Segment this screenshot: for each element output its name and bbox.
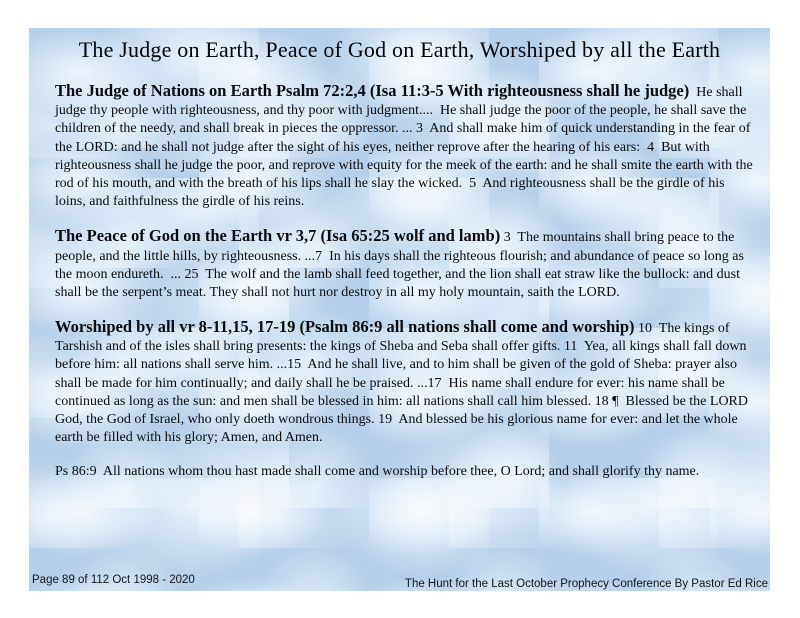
paragraph-text-worshiped-by-all: 10 The kings of Tarshish and of the isles shall bring presents: the kings of Sheba and Seba shall offer gifts. 11 Yea, all kings shall fall down before him: all nations shall serve him. ...15 And he shall live, and to him shall be given of the gold of Sheba: prayer also shall be made for him continually; and daily shall he be praised. ...17 His name shall endure for ever: his name shall be continued as long as the sun: and men shall be blessed in him: all nations shall call him blessed. 18 ¶ Blessed be the LORD God, the God of Israel, who only doeth wondrous things. 19 And blessed be his glorious name for ever: and let the whole earth be filled with his glory; Amen, and Amen. xyxy=(55,321,752,446)
paragraph-heading-peace-of-god: The Peace of God on the Earth vr 3,7 (Isa 65:25 wolf and lamb) xyxy=(55,226,501,246)
paragraph-peace-of-god xyxy=(55,225,758,302)
paragraph-text-peace-of-god: 3 The mountains shall bring peace to the people, and the little hills, by righteousness. ...7 In his days shall the righteous flourish; and abundance of peace so long as the moon endureth. ... 25 The wolf and the lamb shall feed together, and the lion shall eat straw like the bullock: and dust shall be the serpent’s meat. They shall not hurt nor destroy in all my holy mountain, saith the LORD. xyxy=(55,230,748,300)
paragraph-worshiped-by-all xyxy=(55,316,758,447)
paragraph-closing-ps-86-9: Ps 86:9 All nations whom thou hast made shall come and worship before thee, O Lord; and shall glorify thy name. xyxy=(55,464,700,480)
slide xyxy=(29,28,770,591)
paragraph-heading-worshiped-by-all: Worshiped by all vr 8-11,15, 17-19 (Psalm 86:9 all nations shall come and worship) xyxy=(55,317,635,337)
footer-page-number: Page 89 of 112 Oct 1998 - 2020 xyxy=(32,574,195,586)
paragraph-judge-of-nations xyxy=(55,80,758,211)
paragraph-heading-judge-of-nations: The Judge of Nations on Earth Psalm 72:2,4 (Isa 11:3-5 With righteousness shall he judge) xyxy=(55,81,690,100)
slide-title: The Judge on Earth, Peace of God on Earth, Worshiped by all the Earth xyxy=(78,37,721,62)
paragraph-text-judge-of-nations: He shall judge thy people with righteousness, and thy poor with judgment.... He shall judge the poor of the people, he shall save the children of the needy, and shall break in pieces the oppressor. ... 3 And shall make him of quick understanding in the fear of the LORD: and he shall not judge after the sight of his eyes, neither reprove after the hearing of his ears: 4 But with righteousness shall he judge the poor, and reprove with equity for the meek of the earth: and he shall smite the earth with the rod of his mouth, and with the breath of his lips shall he slay the wicked. 5 And righteousness shall be the girdle of his loins, and faithfulness the girdle of his reins. xyxy=(55,85,757,210)
footer-credit: The Hunt for the Last October Prophecy Conference By Pastor Ed Rice xyxy=(404,578,768,590)
slide-body xyxy=(29,80,770,482)
